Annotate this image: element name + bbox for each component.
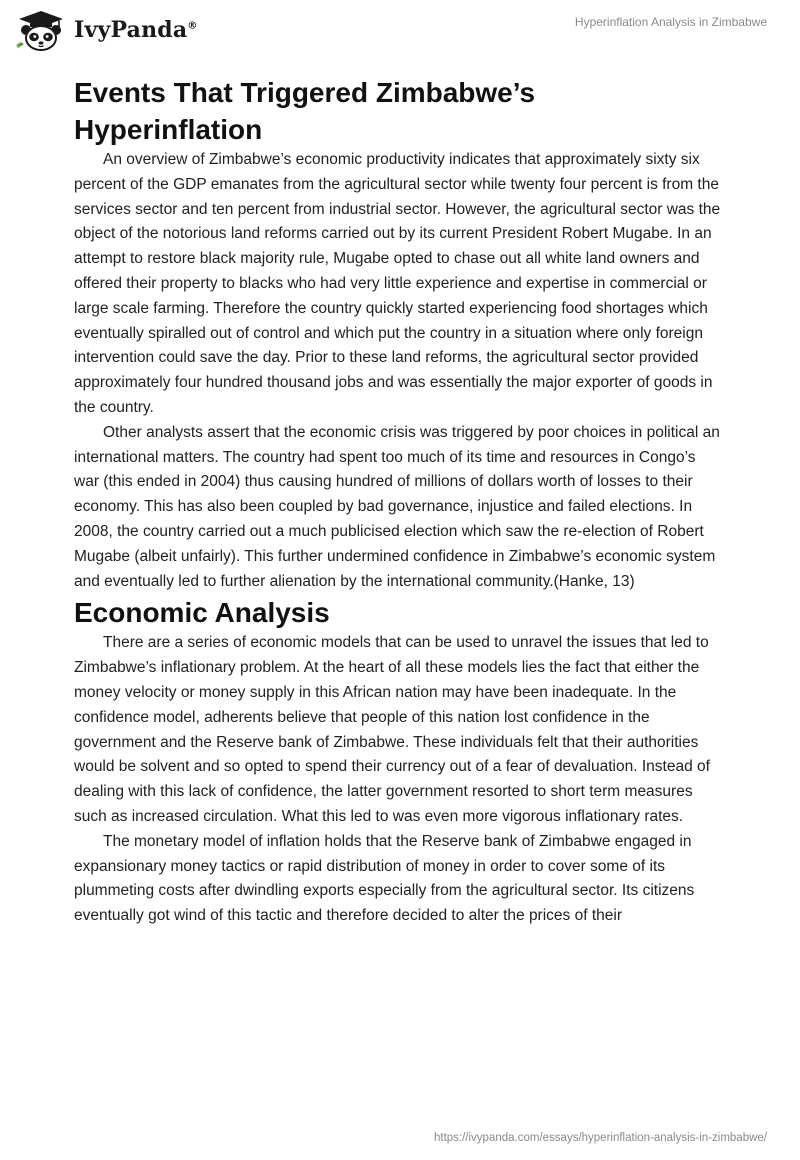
paragraph: The monetary model of inflation holds that the Reserve bank of Zimbabwe engaged in expansionary money tactics or rapid distribution of money in order to cover some of its plummeting costs after dwindling exports especially from the agricultural sector. Its citizens eventually got wind of this tactic and therefore decided to alter the prices of their <box>74 832 695 925</box>
paragraph: There are a series of economic models that can be used to unravel the issues that led to Zimbabwe’s inflationary problem. At the heart of all these models lies the fact that either the money velocity or money supply in this African nation may have been inadequate. In the confidence model, adherents believe that people of this nation lost confidence in the government and the Reserve bank of Zimbabwe. These individuals felt that their authorities would be solvent and so opted to spend their currency out of a fear of devaluation. Instead of dealing with this lack of confidence, the latter government resorted to short term measures such as increased circulation. What this led to was even more vigorous inflationary rates. <box>74 634 710 825</box>
page-header <box>0 0 800 60</box>
section-heading-events: Events That Triggered Zimbabwe’s Hyperinflation <box>74 77 536 145</box>
document-title: Hyperinflation Analysis in Zimbabwe <box>574 15 767 29</box>
source-url-link[interactable]: https://ivypanda.com/essays/hyperinflation-analysis-in-zimbabwe/ <box>433 1132 767 1144</box>
panda-graduate-icon <box>12 8 70 52</box>
registered-mark: ® <box>187 20 198 32</box>
paragraph: Other analysts assert that the economic crisis was triggered by poor choices in political an international matters. The country had spent too much of its time and resources in Congo’s war (this ended in 2004) thus causing hundred of millions of dollars worth of losses to their economy. This has also been coupled by bad governance, injustice and failed elections. In 2008, the country carried out a much publicised election which saw the re-election of Robert Mugabe (albeit unfairly). This further undermined confidence in Zimbabwe’s economic system and eventually led to further alienation by the international community.(Hanke, 13) <box>74 423 720 590</box>
brand-name: IvyPanda® <box>74 17 198 43</box>
ivypanda-logo[interactable] <box>12 8 198 52</box>
essay-content <box>74 74 722 929</box>
section-heading-economic-analysis: Economic Analysis <box>74 597 330 629</box>
paragraph: An overview of Zimbabwe’s economic productivity indicates that approximately sixty six percent of the GDP emanates from the agricultural sector while twenty four percent is from the services sector and ten percent from industrial sector. However, the agricultural sector was the object of the notorious land reforms carried out by its current President Robert Mugabe. In an attempt to restore black majority rule, Mugabe opted to chase out all white land owners and offered their property to blacks who had very little experience and expertise in commercial or large scale farming. Therefore the country quickly started experiencing food shortages which eventually spiralled out of control and which put the country in a situation where only foreign intervention could save the day. Prior to these land reforms, the agricultural sector provided approximately four hundred thousand jobs and was essentially the major exporter of goods in the country. <box>74 151 721 416</box>
